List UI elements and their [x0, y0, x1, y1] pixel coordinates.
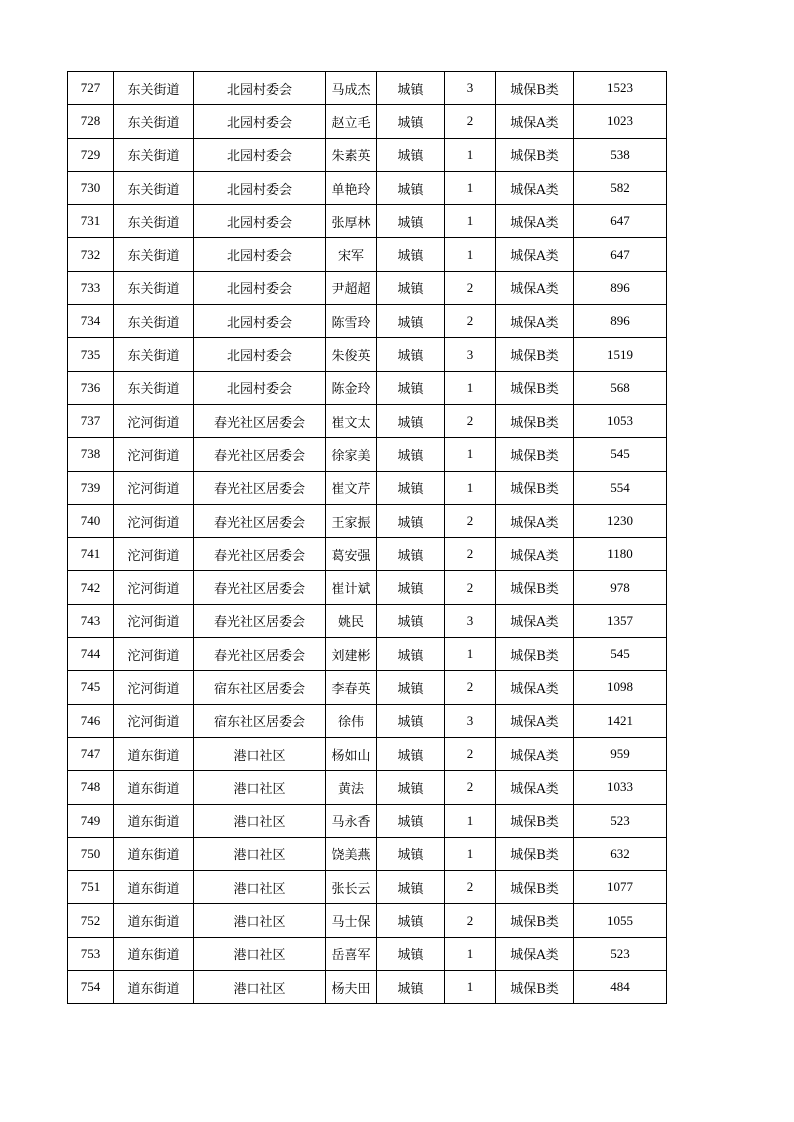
subdistrict-cell: 沱河街道: [114, 704, 194, 737]
subdistrict-cell: 沱河街道: [114, 604, 194, 637]
household-type-cell: 城镇: [377, 937, 445, 970]
amount-cell: 1055: [574, 904, 667, 937]
name-cell: 葛安强: [326, 538, 377, 571]
subdistrict-cell: 东关街道: [114, 271, 194, 304]
amount-cell: 647: [574, 205, 667, 238]
household-size-cell: 1: [445, 238, 496, 271]
household-type-cell: 城镇: [377, 105, 445, 138]
table-row: [68, 638, 667, 671]
household-type-cell: 城镇: [377, 971, 445, 1004]
amount-cell: 1523: [574, 72, 667, 105]
household-type-cell: 城镇: [377, 72, 445, 105]
household-size-cell: 1: [445, 138, 496, 171]
amount-cell: 647: [574, 238, 667, 271]
table-row: [68, 305, 667, 338]
community-cell: 春光社区居委会: [194, 571, 326, 604]
row-number-cell: 730: [68, 171, 114, 204]
insurance-category-cell: 城保A类: [496, 105, 574, 138]
name-cell: 崔计斌: [326, 571, 377, 604]
household-size-cell: 2: [445, 671, 496, 704]
insurance-category-cell: 城保B类: [496, 438, 574, 471]
household-size-cell: 2: [445, 871, 496, 904]
household-type-cell: 城镇: [377, 438, 445, 471]
roster-table-body: [68, 72, 667, 1004]
household-type-cell: 城镇: [377, 837, 445, 870]
subdistrict-cell: 东关街道: [114, 371, 194, 404]
household-type-cell: 城镇: [377, 471, 445, 504]
table-row: [68, 238, 667, 271]
row-number-cell: 739: [68, 471, 114, 504]
community-cell: 宿东社区居委会: [194, 671, 326, 704]
household-type-cell: 城镇: [377, 371, 445, 404]
community-cell: 北园村委会: [194, 72, 326, 105]
row-number-cell: 744: [68, 638, 114, 671]
table-row: [68, 904, 667, 937]
name-cell: 杨如山: [326, 737, 377, 770]
household-size-cell: 2: [445, 504, 496, 537]
subdistrict-cell: 沱河街道: [114, 538, 194, 571]
insurance-category-cell: 城保B类: [496, 72, 574, 105]
name-cell: 陈金玲: [326, 371, 377, 404]
amount-cell: 582: [574, 171, 667, 204]
household-type-cell: 城镇: [377, 171, 445, 204]
household-size-cell: 1: [445, 804, 496, 837]
household-size-cell: 1: [445, 638, 496, 671]
row-number-cell: 753: [68, 937, 114, 970]
amount-cell: 959: [574, 737, 667, 770]
subdistrict-cell: 道东街道: [114, 837, 194, 870]
amount-cell: 1230: [574, 504, 667, 537]
household-type-cell: 城镇: [377, 737, 445, 770]
household-size-cell: 3: [445, 72, 496, 105]
community-cell: 港口社区: [194, 804, 326, 837]
household-size-cell: 3: [445, 604, 496, 637]
household-type-cell: 城镇: [377, 138, 445, 171]
community-cell: 春光社区居委会: [194, 438, 326, 471]
insurance-category-cell: 城保B类: [496, 138, 574, 171]
subdistrict-cell: 东关街道: [114, 305, 194, 338]
row-number-cell: 731: [68, 205, 114, 238]
subdistrict-cell: 沱河街道: [114, 471, 194, 504]
subdistrict-cell: 东关街道: [114, 105, 194, 138]
household-type-cell: 城镇: [377, 238, 445, 271]
insurance-category-cell: 城保A类: [496, 604, 574, 637]
household-size-cell: 1: [445, 438, 496, 471]
amount-cell: 568: [574, 371, 667, 404]
subdistrict-cell: 东关街道: [114, 72, 194, 105]
insurance-category-cell: 城保A类: [496, 271, 574, 304]
household-size-cell: 3: [445, 338, 496, 371]
community-cell: 港口社区: [194, 871, 326, 904]
subdistrict-cell: 道东街道: [114, 937, 194, 970]
household-size-cell: 2: [445, 305, 496, 338]
community-cell: 港口社区: [194, 771, 326, 804]
insurance-category-cell: 城保A类: [496, 504, 574, 537]
community-cell: 北园村委会: [194, 105, 326, 138]
household-size-cell: 2: [445, 404, 496, 437]
household-size-cell: 1: [445, 171, 496, 204]
household-type-cell: 城镇: [377, 571, 445, 604]
community-cell: 北园村委会: [194, 338, 326, 371]
community-cell: 港口社区: [194, 937, 326, 970]
amount-cell: 1421: [574, 704, 667, 737]
household-type-cell: 城镇: [377, 671, 445, 704]
row-number-cell: 751: [68, 871, 114, 904]
insurance-category-cell: 城保B类: [496, 638, 574, 671]
name-cell: 崔文太: [326, 404, 377, 437]
community-cell: 北园村委会: [194, 205, 326, 238]
amount-cell: 545: [574, 638, 667, 671]
household-type-cell: 城镇: [377, 271, 445, 304]
insurance-category-cell: 城保A类: [496, 771, 574, 804]
household-size-cell: 2: [445, 904, 496, 937]
row-number-cell: 745: [68, 671, 114, 704]
table-row: [68, 438, 667, 471]
row-number-cell: 734: [68, 305, 114, 338]
household-type-cell: 城镇: [377, 538, 445, 571]
household-size-cell: 1: [445, 205, 496, 238]
row-number-cell: 727: [68, 72, 114, 105]
name-cell: 王家振: [326, 504, 377, 537]
amount-cell: 538: [574, 138, 667, 171]
subdistrict-cell: 东关街道: [114, 171, 194, 204]
amount-cell: 978: [574, 571, 667, 604]
name-cell: 赵立毛: [326, 105, 377, 138]
table-row: [68, 604, 667, 637]
name-cell: 崔文芹: [326, 471, 377, 504]
amount-cell: 1519: [574, 338, 667, 371]
row-number-cell: 748: [68, 771, 114, 804]
household-size-cell: 2: [445, 737, 496, 770]
community-cell: 春光社区居委会: [194, 604, 326, 637]
household-type-cell: 城镇: [377, 305, 445, 338]
row-number-cell: 740: [68, 504, 114, 537]
household-type-cell: 城镇: [377, 804, 445, 837]
community-cell: 北园村委会: [194, 371, 326, 404]
amount-cell: 523: [574, 804, 667, 837]
name-cell: 马士保: [326, 904, 377, 937]
household-type-cell: 城镇: [377, 404, 445, 437]
row-number-cell: 732: [68, 238, 114, 271]
subdistrict-cell: 道东街道: [114, 871, 194, 904]
community-cell: 宿东社区居委会: [194, 704, 326, 737]
community-cell: 春光社区居委会: [194, 638, 326, 671]
subdistrict-cell: 沱河街道: [114, 404, 194, 437]
name-cell: 张长云: [326, 871, 377, 904]
household-size-cell: 1: [445, 837, 496, 870]
household-type-cell: 城镇: [377, 904, 445, 937]
insurance-category-cell: 城保B类: [496, 904, 574, 937]
row-number-cell: 747: [68, 737, 114, 770]
household-type-cell: 城镇: [377, 205, 445, 238]
name-cell: 李春英: [326, 671, 377, 704]
insurance-category-cell: 城保A类: [496, 737, 574, 770]
row-number-cell: 728: [68, 105, 114, 138]
insurance-category-cell: 城保A类: [496, 305, 574, 338]
insurance-category-cell: 城保A类: [496, 171, 574, 204]
name-cell: 徐伟: [326, 704, 377, 737]
insurance-category-cell: 城保A类: [496, 937, 574, 970]
table-row: [68, 338, 667, 371]
row-number-cell: 729: [68, 138, 114, 171]
insurance-category-cell: 城保A类: [496, 238, 574, 271]
subdistrict-cell: 沱河街道: [114, 571, 194, 604]
row-number-cell: 735: [68, 338, 114, 371]
household-type-cell: 城镇: [377, 704, 445, 737]
table-row: [68, 871, 667, 904]
row-number-cell: 752: [68, 904, 114, 937]
subdistrict-cell: 东关街道: [114, 138, 194, 171]
amount-cell: 523: [574, 937, 667, 970]
amount-cell: 896: [574, 305, 667, 338]
community-cell: 港口社区: [194, 837, 326, 870]
row-number-cell: 741: [68, 538, 114, 571]
subdistrict-cell: 沱河街道: [114, 671, 194, 704]
community-cell: 港口社区: [194, 971, 326, 1004]
row-number-cell: 737: [68, 404, 114, 437]
household-type-cell: 城镇: [377, 604, 445, 637]
table-row: [68, 804, 667, 837]
amount-cell: 1098: [574, 671, 667, 704]
insurance-category-cell: 城保A类: [496, 704, 574, 737]
community-cell: 北园村委会: [194, 171, 326, 204]
row-number-cell: 736: [68, 371, 114, 404]
insurance-category-cell: 城保B类: [496, 471, 574, 504]
subdistrict-cell: 道东街道: [114, 904, 194, 937]
subdistrict-cell: 东关街道: [114, 238, 194, 271]
name-cell: 张厚林: [326, 205, 377, 238]
household-size-cell: 2: [445, 571, 496, 604]
subdistrict-cell: 沱河街道: [114, 504, 194, 537]
row-number-cell: 738: [68, 438, 114, 471]
table-row: [68, 72, 667, 105]
table-row: [68, 404, 667, 437]
community-cell: 春光社区居委会: [194, 504, 326, 537]
insurance-category-cell: 城保B类: [496, 371, 574, 404]
row-number-cell: 749: [68, 804, 114, 837]
table-row: [68, 171, 667, 204]
table-row: [68, 771, 667, 804]
row-number-cell: 750: [68, 837, 114, 870]
community-cell: 北园村委会: [194, 305, 326, 338]
name-cell: 马永香: [326, 804, 377, 837]
name-cell: 陈雪玲: [326, 305, 377, 338]
insurance-category-cell: 城保B类: [496, 404, 574, 437]
amount-cell: 1077: [574, 871, 667, 904]
amount-cell: 1180: [574, 538, 667, 571]
subdistrict-cell: 道东街道: [114, 971, 194, 1004]
name-cell: 刘建彬: [326, 638, 377, 671]
household-size-cell: 1: [445, 937, 496, 970]
household-type-cell: 城镇: [377, 504, 445, 537]
subdistrict-cell: 道东街道: [114, 737, 194, 770]
community-cell: 春光社区居委会: [194, 538, 326, 571]
name-cell: 杨夫田: [326, 971, 377, 1004]
name-cell: 黄法: [326, 771, 377, 804]
amount-cell: 896: [574, 271, 667, 304]
amount-cell: 484: [574, 971, 667, 1004]
subdistrict-cell: 东关街道: [114, 205, 194, 238]
amount-cell: 1023: [574, 105, 667, 138]
community-cell: 港口社区: [194, 904, 326, 937]
household-type-cell: 城镇: [377, 771, 445, 804]
row-number-cell: 742: [68, 571, 114, 604]
table-row: [68, 471, 667, 504]
row-number-cell: 746: [68, 704, 114, 737]
amount-cell: 545: [574, 438, 667, 471]
name-cell: 徐家美: [326, 438, 377, 471]
household-size-cell: 2: [445, 271, 496, 304]
subdistrict-cell: 道东街道: [114, 804, 194, 837]
table-row: [68, 271, 667, 304]
name-cell: 尹超超: [326, 271, 377, 304]
community-cell: 北园村委会: [194, 238, 326, 271]
name-cell: 朱俊英: [326, 338, 377, 371]
table-row: [68, 538, 667, 571]
name-cell: 马成杰: [326, 72, 377, 105]
household-size-cell: 2: [445, 105, 496, 138]
subdistrict-cell: 沱河街道: [114, 438, 194, 471]
table-row: [68, 105, 667, 138]
household-size-cell: 1: [445, 471, 496, 504]
insurance-category-cell: 城保B类: [496, 837, 574, 870]
community-cell: 北园村委会: [194, 138, 326, 171]
name-cell: 饶美燕: [326, 837, 377, 870]
name-cell: 岳喜军: [326, 937, 377, 970]
insurance-category-cell: 城保A类: [496, 205, 574, 238]
household-size-cell: 2: [445, 771, 496, 804]
insurance-category-cell: 城保B类: [496, 571, 574, 604]
amount-cell: 1033: [574, 771, 667, 804]
insurance-category-cell: 城保B类: [496, 804, 574, 837]
subdistrict-cell: 沱河街道: [114, 638, 194, 671]
amount-cell: 1053: [574, 404, 667, 437]
household-type-cell: 城镇: [377, 871, 445, 904]
table-row: [68, 937, 667, 970]
community-cell: 北园村委会: [194, 271, 326, 304]
row-number-cell: 743: [68, 604, 114, 637]
insurance-category-cell: 城保A类: [496, 671, 574, 704]
row-number-cell: 754: [68, 971, 114, 1004]
table-row: [68, 138, 667, 171]
table-row: [68, 971, 667, 1004]
name-cell: 单艳玲: [326, 171, 377, 204]
insurance-category-cell: 城保B类: [496, 971, 574, 1004]
community-cell: 春光社区居委会: [194, 471, 326, 504]
table-row: [68, 737, 667, 770]
table-row: [68, 671, 667, 704]
household-size-cell: 1: [445, 971, 496, 1004]
name-cell: 姚民: [326, 604, 377, 637]
insurance-category-cell: 城保B类: [496, 338, 574, 371]
household-size-cell: 2: [445, 538, 496, 571]
table-row: [68, 837, 667, 870]
table-row: [68, 571, 667, 604]
household-size-cell: 1: [445, 371, 496, 404]
name-cell: 宋军: [326, 238, 377, 271]
community-cell: 春光社区居委会: [194, 404, 326, 437]
subdistrict-cell: 东关街道: [114, 338, 194, 371]
roster-table: [67, 71, 667, 1004]
amount-cell: 632: [574, 837, 667, 870]
row-number-cell: 733: [68, 271, 114, 304]
household-type-cell: 城镇: [377, 638, 445, 671]
insurance-category-cell: 城保A类: [496, 538, 574, 571]
household-size-cell: 3: [445, 704, 496, 737]
table-row: [68, 504, 667, 537]
insurance-category-cell: 城保B类: [496, 871, 574, 904]
subdistrict-cell: 道东街道: [114, 771, 194, 804]
table-row: [68, 704, 667, 737]
community-cell: 港口社区: [194, 737, 326, 770]
amount-cell: 1357: [574, 604, 667, 637]
table-row: [68, 371, 667, 404]
household-type-cell: 城镇: [377, 338, 445, 371]
amount-cell: 554: [574, 471, 667, 504]
name-cell: 朱素英: [326, 138, 377, 171]
table-row: [68, 205, 667, 238]
